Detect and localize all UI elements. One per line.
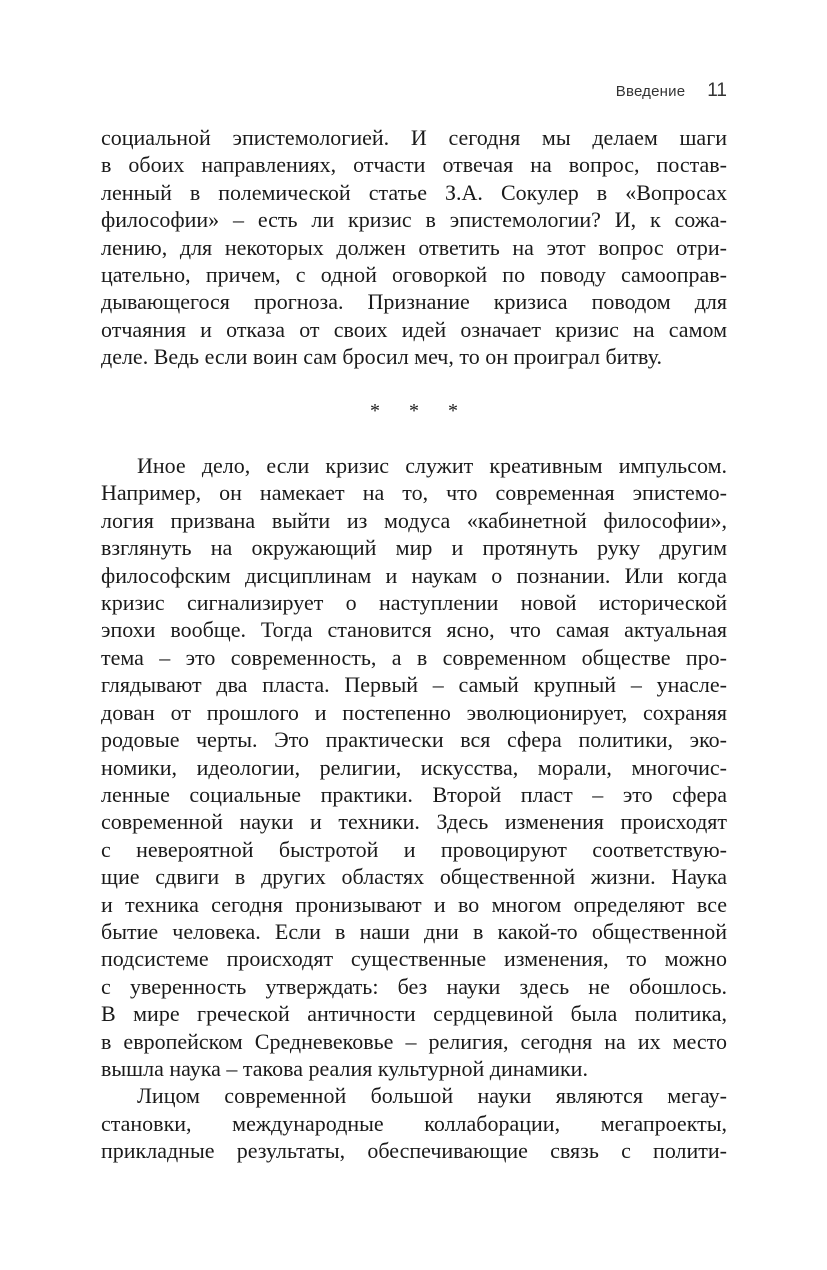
text-line: прикладные результаты, обеспечивающие связь с полити- bbox=[101, 1138, 727, 1164]
running-head-section: Введение bbox=[615, 83, 686, 100]
text-line: логия призвана выйти из модуса «кабинетной философии», bbox=[101, 507, 727, 533]
text-line: современной науки и техники. Здесь изменения происходят bbox=[101, 809, 727, 835]
text-line: деле. Ведь если воин сам бросил меч, то он проиграл битву. bbox=[101, 344, 662, 370]
text-line: лению, для некоторых должен ответить на этот вопрос отри- bbox=[101, 234, 727, 260]
text-line: становки, международные коллаборации, мегапроекты, bbox=[101, 1110, 727, 1136]
body-text bbox=[101, 124, 727, 1165]
text-line: Иное дело, если кризис служит креативным импульсом. bbox=[137, 453, 727, 479]
text-line: эпохи вообще. Тогда становится ясно, что самая актуальная bbox=[101, 617, 727, 643]
text-line: вышла наука – такова реалия культурной динамики. bbox=[101, 1055, 588, 1081]
text-line: философии» – есть ли кризис в эпистемологии? И, к сожа- bbox=[101, 207, 727, 233]
text-line: Например, он намекает на то, что современная эпистемо- bbox=[101, 480, 727, 506]
text-line: В мире греческой античности сердцевиной была политика, bbox=[101, 1001, 727, 1027]
text-line: отчаяния и отказа от своих идей означает кризис на самом bbox=[101, 316, 727, 342]
text-line: с уверенность утверждать: без науки здесь не обошлось. bbox=[101, 973, 727, 999]
text-line: родовые черты. Это практически вся сфера политики, эко- bbox=[101, 727, 727, 753]
text-line: глядывают два пласта. Первый – самый крупный – унасле- bbox=[101, 672, 727, 698]
text-line: социальной эпистемологией. И сегодня мы делаем шаги bbox=[101, 125, 727, 150]
text-line: ленный в полемической статье З.А. Сокулер в «Вопросах bbox=[101, 179, 727, 205]
section-separator: * * * bbox=[370, 399, 470, 422]
text-line: дован от прошлого и постепенно эволюционирует, сохраняя bbox=[101, 699, 727, 725]
text-line: Лицом современной большой науки являются мегау- bbox=[137, 1083, 727, 1109]
running-head bbox=[616, 80, 727, 102]
text-line: с невероятной быстротой и провоцируют соответствую- bbox=[101, 836, 727, 862]
text-line: тема – это современность, а в современном обществе про- bbox=[101, 644, 727, 670]
text-line: философским дисциплинам и наукам о познании. Или когда bbox=[101, 562, 727, 588]
text-line: кризис сигнализирует о наступлении новой исторической bbox=[101, 590, 727, 616]
paragraph-1 bbox=[101, 124, 727, 371]
paragraph-2 bbox=[101, 452, 727, 1082]
text-line: в европейском Средневековье – религия, сегодня на их место bbox=[101, 1028, 727, 1054]
text-line: и техника сегодня пронизывают и во многом определяют все bbox=[101, 891, 727, 917]
text-line: ленные социальные практики. Второй пласт – это сфера bbox=[101, 781, 727, 807]
text-line: дывающегося прогноза. Признание кризиса поводом для bbox=[101, 289, 727, 315]
text-line: бытие человека. Если в наши дни в какой-то общественной bbox=[101, 918, 727, 944]
text-line: подсистеме происходят существенные изменения, то можно bbox=[101, 946, 727, 972]
page-number: 11 bbox=[707, 80, 727, 101]
text-line: взглянуть на окружающий мир и протянуть руку другим bbox=[101, 535, 727, 561]
text-line: номики, идеологии, религии, искусства, морали, многочис- bbox=[101, 754, 727, 780]
paragraph-3 bbox=[101, 1082, 727, 1164]
text-line: щие сдвиги в других областях общественной жизни. Наука bbox=[101, 864, 727, 890]
text-line: цательно, причем, с одной оговоркой по поводу самооправ- bbox=[101, 262, 727, 288]
text-line: в обоих направлениях, отчасти отвечая на вопрос, постав- bbox=[101, 152, 727, 178]
